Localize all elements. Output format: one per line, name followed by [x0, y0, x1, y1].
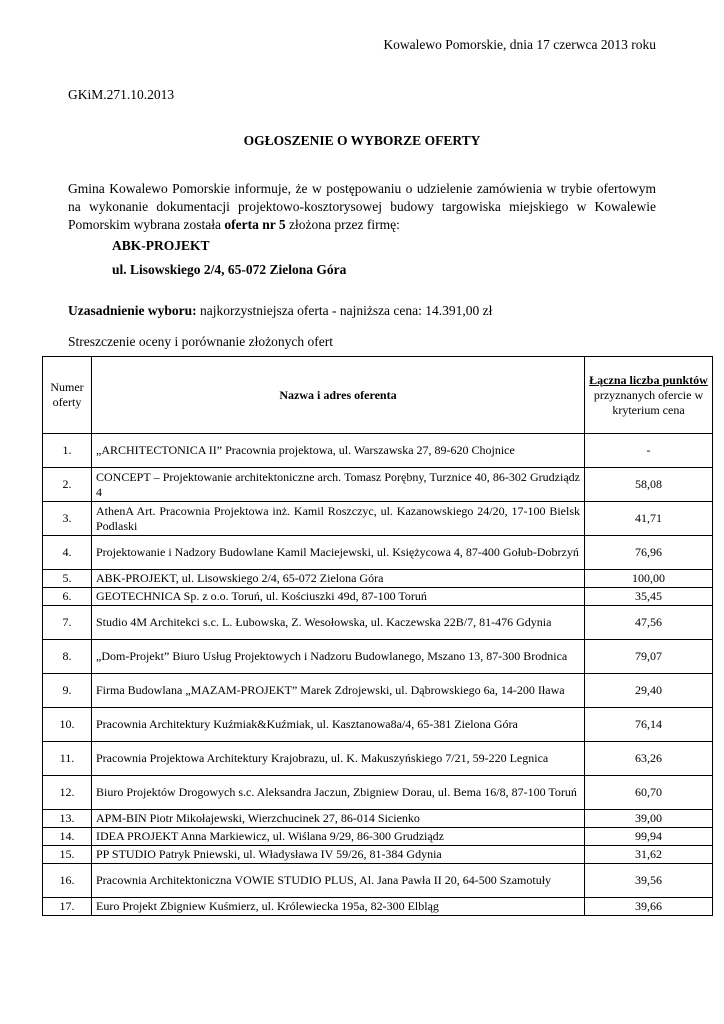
offer-number: 12.	[43, 776, 92, 810]
offer-name: Pracownia Projektowa Architektury Krajobrazu, ul. K. Makuszyńskiego 7/21, 59-220 Legnica	[92, 742, 585, 776]
intro-text-after: złożona przez firmę:	[285, 217, 400, 232]
offer-points: -	[585, 434, 713, 468]
offer-points: 31,62	[585, 846, 713, 864]
intro-paragraph	[68, 180, 656, 234]
offer-points: 100,00	[585, 570, 713, 588]
header-points-rest: przyznanych ofercie w kryterium cena	[593, 387, 704, 417]
winner-name: ABK-PROJEKT	[112, 238, 210, 253]
reference-number: GKiM.271.10.2013	[68, 87, 175, 102]
offer-number: 7.	[43, 606, 92, 640]
table-row	[43, 828, 713, 846]
header-points-bold: Łączna liczba punktów	[589, 372, 708, 387]
offer-number: 8.	[43, 640, 92, 674]
offer-points: 47,56	[585, 606, 713, 640]
place-date: Kowalewo Pomorskie, dnia 17 czerwca 2013 roku	[383, 37, 656, 52]
winner-address: ul. Lisowskiego 2/4, 65-072 Zielona Góra	[112, 262, 347, 277]
offer-name: „ARCHITECTONICA II” Pracownia projektowa, ul. Warszawska 27, 89-620 Chojnice	[92, 434, 585, 468]
intro-text-before: Gmina Kowalewo Pomorskie informuje, że w postępowaniu o udzielenie zamówienia w trybie ofertowym na wykonanie dokumentacji projektowo-kosztorysowej budowy targowiska miejskiego w Kowalewie Pomorskim wybrana została	[68, 181, 656, 232]
table-row	[43, 588, 713, 606]
table-row	[43, 742, 713, 776]
offer-number: 14.	[43, 828, 92, 846]
offer-points: 29,40	[585, 674, 713, 708]
offer-points: 58,08	[585, 468, 713, 502]
offer-name: AthenA Art. Pracownia Projektowa inż. Kamil Roszczyc, ul. Kazanowskiego 24/20, 17-100 Bielsk Podlaski	[92, 502, 585, 536]
table-row	[43, 434, 713, 468]
offer-points: 76,96	[585, 536, 713, 570]
offer-points: 60,70	[585, 776, 713, 810]
offer-name: APM-BIN Piotr Mikołajewski, Wierzchucinek 27, 86-014 Sicienko	[92, 810, 585, 828]
offer-number: 6.	[43, 588, 92, 606]
justification-label: Uzasadnienie wyboru:	[68, 303, 197, 318]
table-row	[43, 502, 713, 536]
offer-number: 5.	[43, 570, 92, 588]
offer-number: 4.	[43, 536, 92, 570]
offer-number: 1.	[43, 434, 92, 468]
offer-number: 9.	[43, 674, 92, 708]
offer-number: 3.	[43, 502, 92, 536]
offer-number: 13.	[43, 810, 92, 828]
offer-name: Biuro Projektów Drogowych s.c. Aleksandra Jaczun, Zbigniew Dorau, ul. Bema 16/8, 87-100 Toruń	[92, 776, 585, 810]
offer-number: 2.	[43, 468, 92, 502]
offer-name: Studio 4M Architekci s.c. L. Łubowska, Z. Wesołowska, ul. Kaczewska 22B/7, 81-476 Gdynia	[92, 606, 585, 640]
offer-name: GEOTECHNICA Sp. z o.o. Toruń, ul. Kościuszki 49d, 87-100 Toruń	[92, 588, 585, 606]
table-row	[43, 468, 713, 502]
offer-name: Projektowanie i Nadzory Budowlane Kamil Maciejewski, ul. Księżycowa 4, 87-400 Gołub-Dobrzyń	[92, 536, 585, 570]
table-row	[43, 898, 713, 916]
table-row	[43, 640, 713, 674]
header-points	[585, 357, 713, 434]
offer-points: 39,56	[585, 864, 713, 898]
offer-name: IDEA PROJEKT Anna Markiewicz, ul. Wiślana 9/29, 86-300 Grudziądz	[92, 828, 585, 846]
offers-table	[42, 356, 713, 916]
offer-name: ABK-PROJEKT, ul. Lisowskiego 2/4, 65-072 Zielona Góra	[92, 570, 585, 588]
table-row	[43, 864, 713, 898]
offer-points: 99,94	[585, 828, 713, 846]
offer-number: 10.	[43, 708, 92, 742]
offer-name: „Dom-Projekt” Biuro Usług Projektowych i Nadzoru Budowlanego, Mszano 13, 87-300 Brodnica	[92, 640, 585, 674]
table-body	[43, 434, 713, 916]
table-row	[43, 606, 713, 640]
offer-name: CONCEPT – Projektowanie architektoniczne arch. Tomasz Porębny, Turznice 40, 86-302 Grudziądz 4	[92, 468, 585, 502]
table-header-row	[43, 357, 713, 434]
offer-name: Pracownia Architektury Kuźmiak&Kuźmiak, ul. Kasztanowa8a/4, 65-381 Zielona Góra	[92, 708, 585, 742]
offer-number: 16.	[43, 864, 92, 898]
offer-name: Firma Budowlana „MAZAM-PROJEKT” Marek Zdrojewski, ul. Dąbrowskiego 6a, 14-200 Iława	[92, 674, 585, 708]
table-row	[43, 846, 713, 864]
offer-points: 79,07	[585, 640, 713, 674]
offer-points: 39,00	[585, 810, 713, 828]
offer-points: 39,66	[585, 898, 713, 916]
justification	[68, 303, 492, 319]
offer-name: PP STUDIO Patryk Pniewski, ul. Władysława IV 59/26, 81-384 Gdynia	[92, 846, 585, 864]
table-row	[43, 708, 713, 742]
offer-number: 11.	[43, 742, 92, 776]
offer-points: 35,45	[585, 588, 713, 606]
offer-points: 41,71	[585, 502, 713, 536]
offer-name: Pracownia Architektoniczna VOWIE STUDIO PLUS, Al. Jana Pawła II 20, 64-500 Szamotuły	[92, 864, 585, 898]
header-number: Numer oferty	[43, 357, 92, 434]
table-row	[43, 570, 713, 588]
table-row	[43, 674, 713, 708]
header-name: Nazwa i adres oferenta	[92, 357, 585, 434]
offer-number: 15.	[43, 846, 92, 864]
offer-points: 63,26	[585, 742, 713, 776]
offer-name: Euro Projekt Zbigniew Kuśmierz, ul. Królewiecka 195a, 82-300 Elbląg	[92, 898, 585, 916]
offer-number: 17.	[43, 898, 92, 916]
offer-points: 76,14	[585, 708, 713, 742]
justification-text: najkorzystniejsza oferta - najniższa cena: 14.391,00 zł	[196, 303, 493, 318]
table-row	[43, 776, 713, 810]
summary-label: Streszczenie oceny i porównanie złożonych ofert	[68, 334, 334, 349]
table-row	[43, 536, 713, 570]
table-row	[43, 810, 713, 828]
intro-offer-bold: oferta nr 5	[224, 217, 286, 232]
page-title: OGŁOSZENIE O WYBORZE OFERTY	[243, 133, 481, 148]
